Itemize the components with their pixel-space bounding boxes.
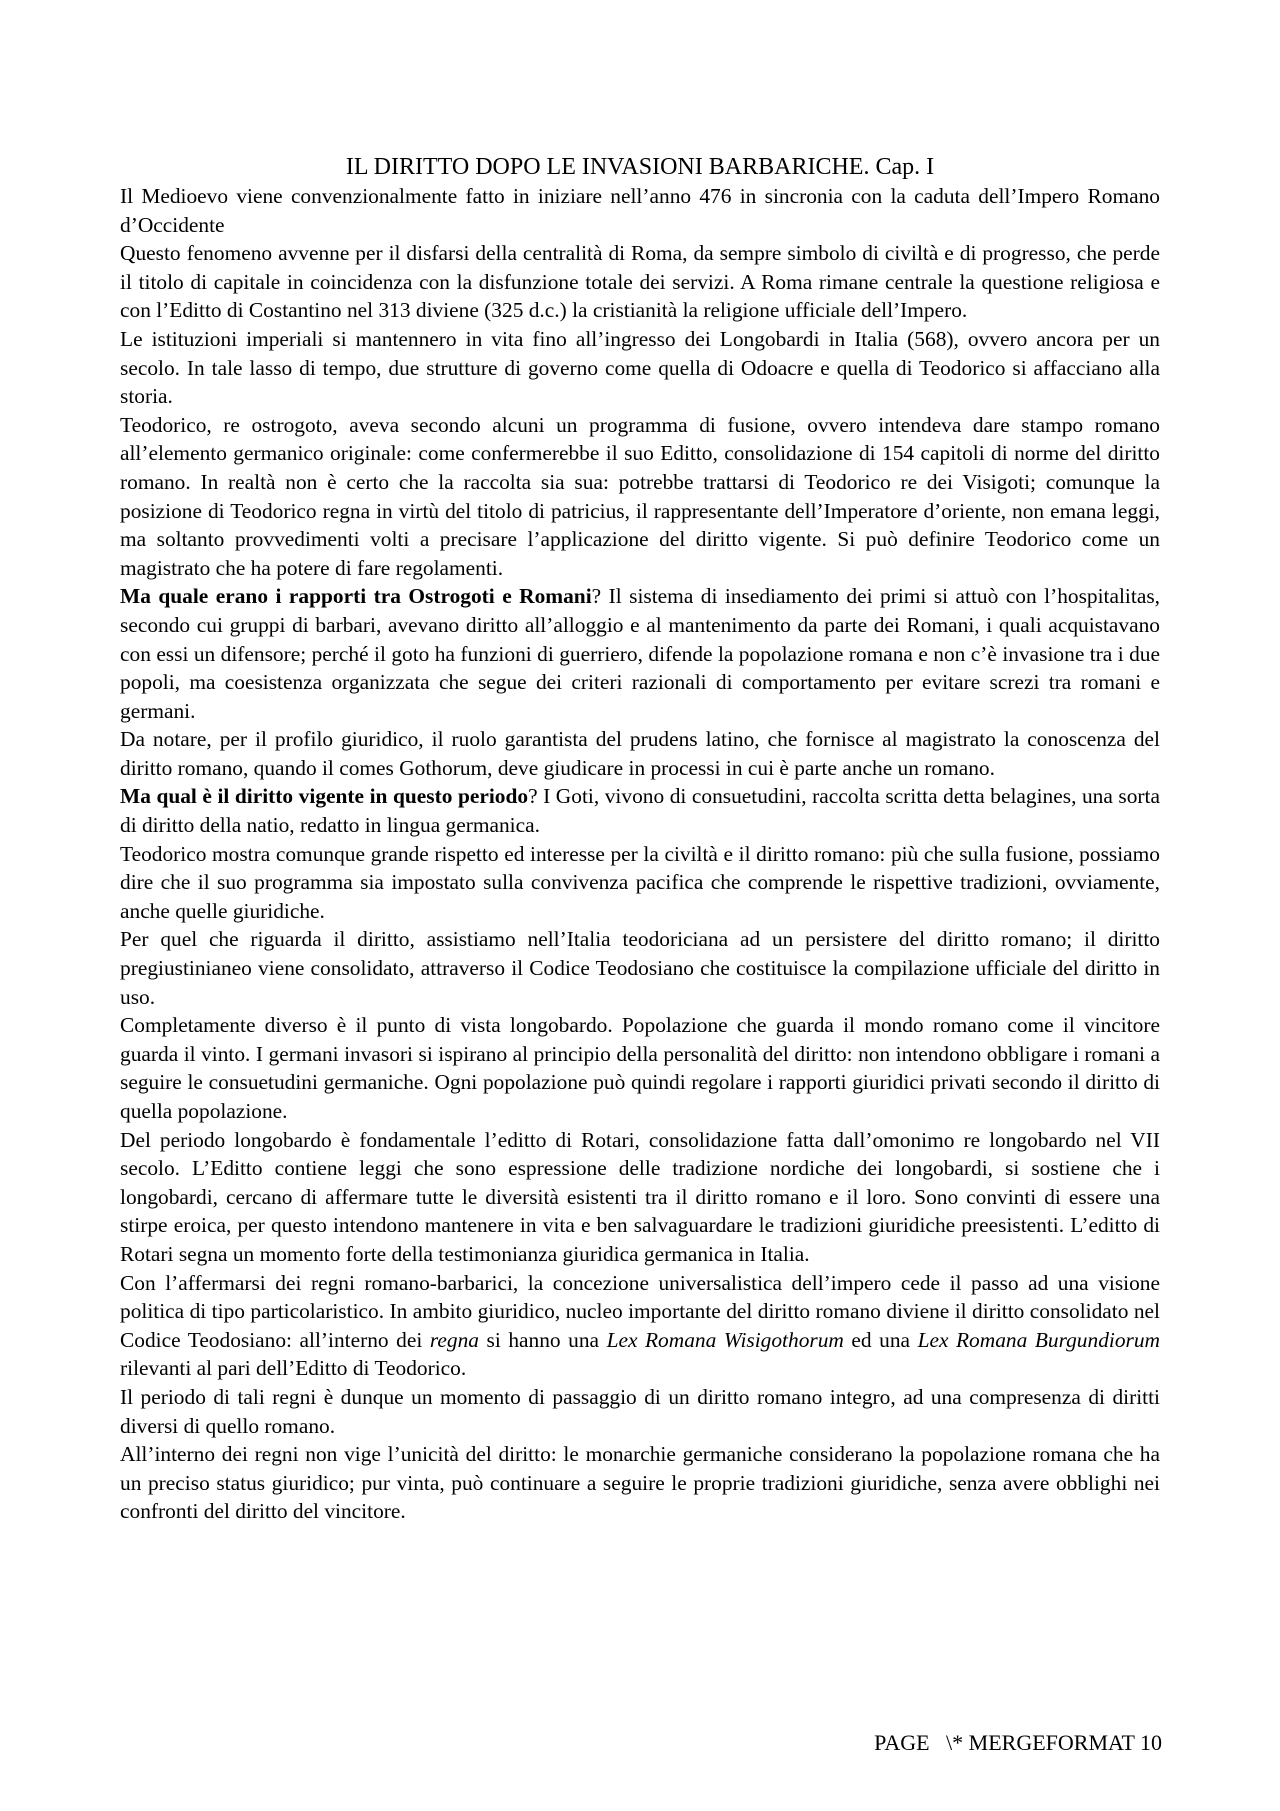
paragraph-3: Le istituzioni imperiali si mantennero in vita fino all’ingresso dei Longobardi in Italia (568), ovvero ancora per un secolo. In tale lasso di tempo, due strutture di governo come quella di Odoacre e quella di Teodorico si affacciano alla storia. (120, 326, 1160, 409)
paragraph-7 (120, 782, 1160, 839)
paragraph-4: Teodorico, re ostrogoto, aveva secondo alcuni un programma di fusione, ovvero intendeva dare stampo romano all’elemento germanico originale: come confermerebbe il suo Editto, consolidazione di 154 capitoli di norme del diritto romano. In realtà non è certo che la raccolta sia sua: potrebbe trattarsi di Teodorico re dei Visigoti; comunque la posizione di Teodorico regna in virtù del titolo di patricius, il rappresentante dell’Imperatore d’oriente, non emana leggi, ma soltanto provvedimenti volti a precisare l’applicazione del diritto vigente. Si può definire Teodorico come un magistrato che ha potere di fare regolamenti. (120, 412, 1160, 580)
paragraph-1: Il Medioevo viene convenzionalmente fatto in iniziare nell’anno 476 in sincronia con la caduta dell’Impero Romano d’Occidente (120, 184, 1160, 237)
paragraph-12-text-c: ed una (843, 1327, 918, 1352)
paragraph-12-regna: regna (429, 1327, 479, 1352)
document-title: IL DIRITTO DOPO LE INVASIONI BARBARICHE. Cap. I (345, 154, 935, 180)
paragraph-9: Per quel che riguarda il diritto, assistiamo nell’Italia teodoriciana ad un persistere del diritto romano; il diritto pregiustinianeo viene consolidato, attraverso il Codice Teodosiano che costituisce la compilazione ufficiale del diritto in uso. (120, 927, 1160, 1009)
paragraph-12-lex-wisigothorum: Lex Romana Wisigothorum (606, 1327, 844, 1352)
paragraph-10: Completamente diverso è il punto di vista longobardo. Popolazione che guarda il mondo romano come il vincitore guarda il vinto. I germani invasori si ispirano al principio della personalità del diritto: non intendono obbligare i romani a seguire le consuetudini germaniche. Ogni popolazione può quindi regolare i rapporti giuridici privati secondo il diritto di quella popolazione. (120, 1013, 1160, 1123)
paragraph-13: Il periodo di tali regni è dunque un momento di passaggio di un diritto romano integro, ad una compresenza di diritti diversi di quello romano. (120, 1384, 1160, 1438)
paragraph-7-question: Ma qual è il diritto vigente in questo periodo (120, 784, 529, 809)
paragraph-14: All’interno dei regni non vige l’unicità del diritto: le monarchie germaniche considerano la popolazione romana che ha un preciso status giuridico; pur vinta, può continuare a seguire le proprie tradizioni giuridiche, senza avere obblighi nei confronti del diritto del vincitore. (120, 1442, 1160, 1524)
paragraph-5-text: ? Il sistema di insediamento dei primi si attuò con l’hospitalitas, secondo cui gruppi di barbari, avevano diritto all’alloggio e al mantenimento da parte dei Romani, i quali acquistavano con essi un difensore; perché il goto ha funzioni di guerriero, difende la popolazione romana e non c’è invasione tra i due popoli, ma coesistenza organizzata che segue dei criteri razionali di comportamento per evitare screzi tra romani e germani. (120, 584, 1160, 723)
paragraph-5-question: Ma quale erano i rapporti tra Ostrogoti e Romani (120, 584, 592, 609)
paragraph-5 (120, 582, 1160, 725)
paragraph-12-text-d: rilevanti al pari dell’Editto di Teodorico. (120, 1356, 467, 1381)
page-footer: PAGE \* MERGEFORMAT 10 (874, 1730, 1162, 1755)
paragraph-12-lex-burgundiorum: Lex Romana Burgundiorum (917, 1327, 1160, 1352)
paragraph-11: Del periodo longobardo è fondamentale l’editto di Rotari, consolidazione fatta dall’omonimo re longobardo nel VII secolo. L’Editto contiene leggi che sono espressione delle tradizione nordiche dei longobardi, si sostiene che i longobardi, cercano di affermare tutte le diversità esistenti tra il diritto romano e il loro. Sono convinti di essere una stirpe eroica, per questo intendono mantenere in vita e ben salvaguardare le tradizioni giuridiche preesistenti. L’editto di Rotari segna un momento forte della testimonianza giuridica germanica in Italia. (120, 1127, 1160, 1266)
paragraph-7-text: ? I Goti, vivono di consuetudini, raccolta scritta detta belagines, una sorta di diritto della natio, redatto in lingua germanica. (120, 784, 1160, 838)
paragraph-12-text-b: si hanno una (478, 1327, 607, 1352)
paragraph-12 (120, 1269, 1160, 1383)
paragraph-8: Teodorico mostra comunque grande rispetto ed interesse per la civiltà e il diritto romano: più che sulla fusione, possiamo dire che il suo programma sia impostato sulla convivenza pacifica che comprende le rispettive tradizioni, ovviamente, anche quelle giuridiche. (120, 841, 1160, 923)
paragraph-6: Da notare, per il profilo giuridico, il ruolo garantista del prudens latino, che fornisce al magistrato la conoscenza del diritto romano, quando il comes Gothorum, deve giudicare in processi in cui è parte anche un romano. (120, 727, 1160, 780)
paragraph-2: Questo fenomeno avvenne per il disfarsi della centralità di Roma, da sempre simbolo di civiltà e di progresso, che perde il titolo di capitale in coincidenza con la disfunzione totale dei servizi. A Roma rimane centrale la questione religiosa e con l’Editto di Costantino nel 313 diviene (325 d.c.) la cristianità la religione ufficiale dell’Impero. (120, 241, 1160, 323)
document-body (120, 152, 1160, 1526)
paragraph-12-text-a: Con l’affermarsi dei regni romano-barbarici, la concezione universalistica dell’impero cede il passo ad una visione politica di tipo particolaristico. In ambito giuridico, nucleo importante del diritto romano diviene il diritto consolidato nel Codice Teodosiano: all’interno dei (120, 1270, 1160, 1352)
